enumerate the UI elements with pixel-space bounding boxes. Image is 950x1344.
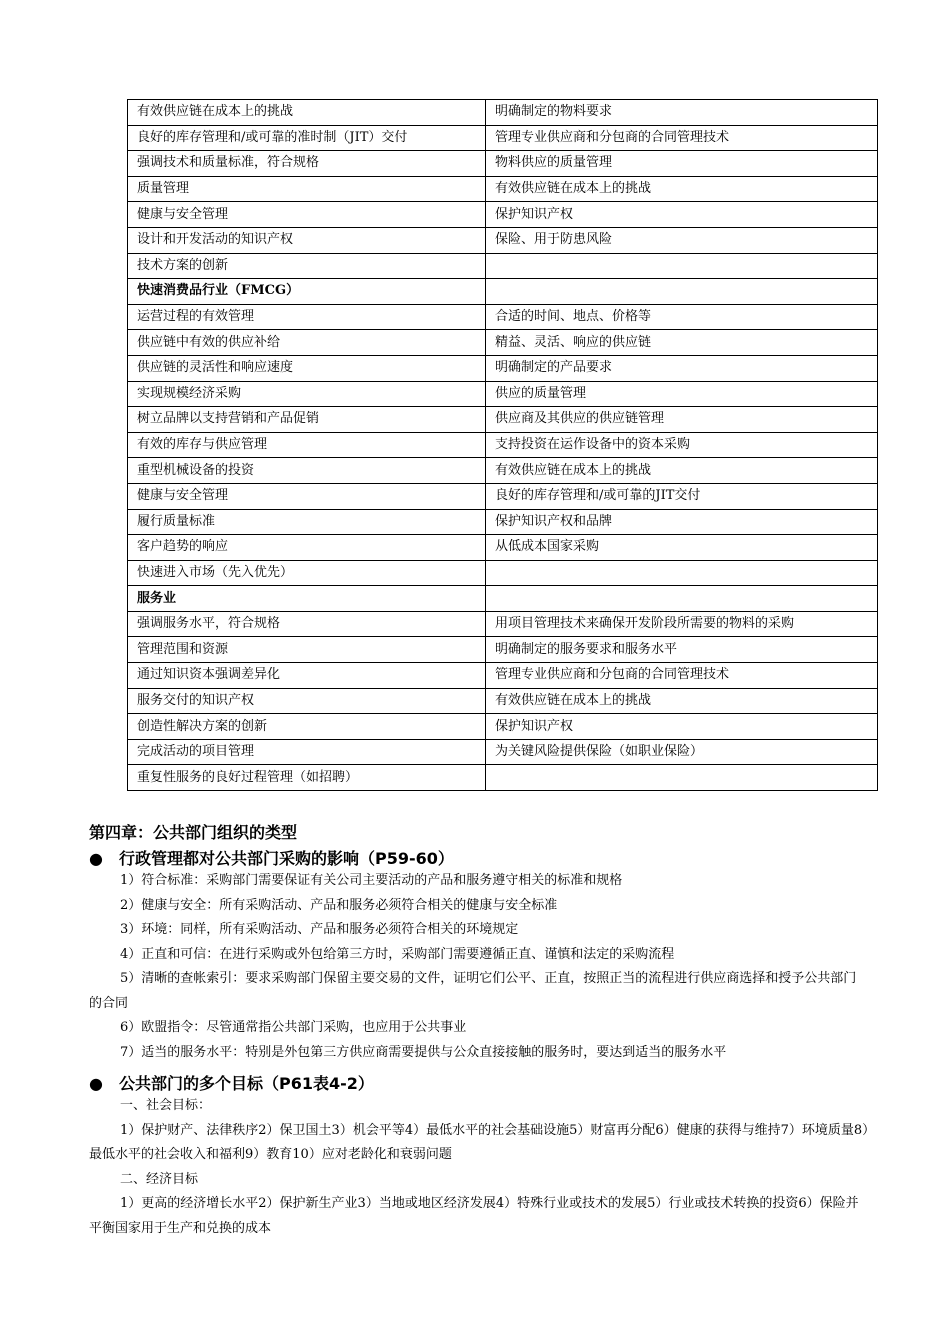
bullet-icon: ● [89,849,103,868]
table-cell-left: 健康与安全管理 [128,483,486,509]
table-cell-right [486,765,878,791]
table-cell-left: 良好的库存管理和/或可靠的准时制（JIT）交付 [128,125,486,151]
table-cell-left: 完成活动的项目管理 [128,739,486,765]
table-cell-right [486,586,878,612]
table-row [128,458,878,484]
table-row [128,637,878,663]
table-row [128,586,878,612]
table-cell-left: 强调技术和质量标准，符合规格 [128,151,486,177]
table-cell-left: 质量管理 [128,176,486,202]
table-cell-left: 重型机械设备的投资 [128,458,486,484]
table-row [128,611,878,637]
table-cell-right: 保护知识产权 [486,714,878,740]
social-objectives-text: 1）保护财产、法律秩序2）保卫国土3）机会平等4）最低水平的社会基础设施5）财富再分配6）健康的获得与维持7）环境质量8）最低水平的社会收入和福利9）教育10）应对老龄化和衰弱问题 [89,1122,869,1162]
list-item: 2）健康与安全：所有采购活动、产品和服务必须符合相关的健康与安全标准 [120,897,558,913]
chapter-heading: 第四章：公共部门组织的类型 [89,823,298,842]
economic-heading: 二、经济目标 [120,1171,199,1187]
social-heading: 一、社会目标： [120,1098,212,1113]
table-cell-left: 健康与安全管理 [128,202,486,228]
table-row [128,407,878,433]
table-cell-right: 明确制定的产品要求 [486,355,878,381]
list-item: 4）正直和可信：在进行采购或外包给第三方时，采购部门需要遵循正直、谨慎和法定的采购流程 [120,946,675,962]
table-row [128,125,878,151]
table-row [128,663,878,689]
economic-objectives-text: 1）更高的经济增长水平2）保护新生产业3）当地或地区经济发展4）特殊行业或技术的发展5）行业或技术转换的投资6）保险并平衡国家用于生产和兑换的成本 [89,1196,859,1236]
table-cell-left: 服务业 [128,586,486,612]
table-row [128,330,878,356]
table-cell-left: 供应链中有效的供应补给 [128,330,486,356]
table-row [128,739,878,765]
table-row [128,535,878,561]
table-row [128,381,878,407]
table-cell-left: 创造性解决方案的创新 [128,714,486,740]
table-cell-left: 树立品牌以支持营销和产品促销 [128,407,486,433]
bullet-heading-admin [89,846,454,869]
table-body [128,100,878,791]
table-cell-right: 用项目管理技术来确保开发阶段所需要的物料的采购 [486,611,878,637]
table-cell-left: 重复性服务的良好过程管理（如招聘） [128,765,486,791]
table-cell-left: 有效的库存与供应管理 [128,432,486,458]
table-row [128,253,878,279]
table-row [128,227,878,253]
table-row [128,714,878,740]
list-item: 7）适当的服务水平：特别是外包第三方供应商需要提供与公众直接接触的服务时，要达到适当的服务水平 [120,1044,727,1060]
table-cell-right: 从低成本国家采购 [486,535,878,561]
bullet-title: 公共部门的多个目标（P61表4-2） [119,1074,374,1093]
table-cell-right: 管理专业供应商和分包商的合同管理技术 [486,125,878,151]
table-cell-right [486,279,878,305]
table-row [128,279,878,305]
table-cell-left: 快速进入市场（先入优先） [128,560,486,586]
table-row [128,304,878,330]
table-row [128,100,878,126]
table-cell-right: 合适的时间、地点、价格等 [486,304,878,330]
admin-impact-list [89,869,869,1065]
table-cell-left: 快速消费品行业（FMCG） [128,279,486,305]
table-cell-left: 技术方案的创新 [128,253,486,279]
table-row [128,560,878,586]
table-cell-left: 供应链的灵活性和响应速度 [128,355,486,381]
table-cell-left: 有效供应链在成本上的挑战 [128,100,486,126]
table-cell-right: 为关键风险提供保险（如职业保险） [486,739,878,765]
table-cell-right: 供应商及其供应的供应链管理 [486,407,878,433]
table-cell-left: 履行质量标准 [128,509,486,535]
table-cell-right: 精益、灵活、响应的供应链 [486,330,878,356]
table-cell-left: 通过知识资本强调差异化 [128,663,486,689]
table-row [128,688,878,714]
comparison-table [127,99,878,791]
table-cell-right: 支持投资在运作设备中的资本采购 [486,432,878,458]
objectives-section [89,1094,869,1241]
table-cell-right: 管理专业供应商和分包商的合同管理技术 [486,663,878,689]
table-cell-right: 明确制定的物料要求 [486,100,878,126]
table-cell-left: 客户趋势的响应 [128,535,486,561]
bullet-icon: ● [89,1074,103,1093]
table-row [128,151,878,177]
list-item: 3）环境：同样，所有采购活动、产品和服务必须符合相关的环境规定 [120,922,519,937]
table-cell-right: 保护知识产权 [486,202,878,228]
table-cell-right: 物料供应的质量管理 [486,151,878,177]
table-cell-right: 有效供应链在成本上的挑战 [486,458,878,484]
table-row [128,483,878,509]
table-cell-right: 有效供应链在成本上的挑战 [486,176,878,202]
list-item: 1）符合标准：采购部门需要保证有关公司主要活动的产品和服务遵守相关的标准和规格 [120,873,623,888]
bullet-heading-objectives [89,1071,374,1094]
table-cell-left: 强调服务水平，符合规格 [128,611,486,637]
table-cell-right: 明确制定的服务要求和服务水平 [486,637,878,663]
table-cell-left: 管理范围和资源 [128,637,486,663]
table-row [128,355,878,381]
table-cell-right: 保护知识产权和品牌 [486,509,878,535]
table-cell-right: 供应的质量管理 [486,381,878,407]
table-cell-right: 良好的库存管理和/或可靠的JIT交付 [486,483,878,509]
list-item: 5）清晰的查帐索引：要求采购部门保留主要交易的文件，证明它们公平、正直，按照正当的流程进行供应商选择和授予公共部门的合同 [89,971,857,1011]
table-cell-left: 实现规模经济采购 [128,381,486,407]
list-item: 6）欧盟指令：尽管通常指公共部门采购，也应用于公共事业 [120,1020,467,1035]
table-cell-left: 设计和开发活动的知识产权 [128,227,486,253]
table-cell-right: 有效供应链在成本上的挑战 [486,688,878,714]
table-cell-right [486,253,878,279]
bullet-title: 行政管理都对公共部门采购的影响（P59-60） [119,849,454,868]
table-row [128,432,878,458]
table-cell-left: 运营过程的有效管理 [128,304,486,330]
table-cell-right: 保险、用于防患风险 [486,227,878,253]
table-row [128,202,878,228]
table-row [128,176,878,202]
table-row [128,765,878,791]
table-row [128,509,878,535]
table-cell-right [486,560,878,586]
table-cell-left: 服务交付的知识产权 [128,688,486,714]
